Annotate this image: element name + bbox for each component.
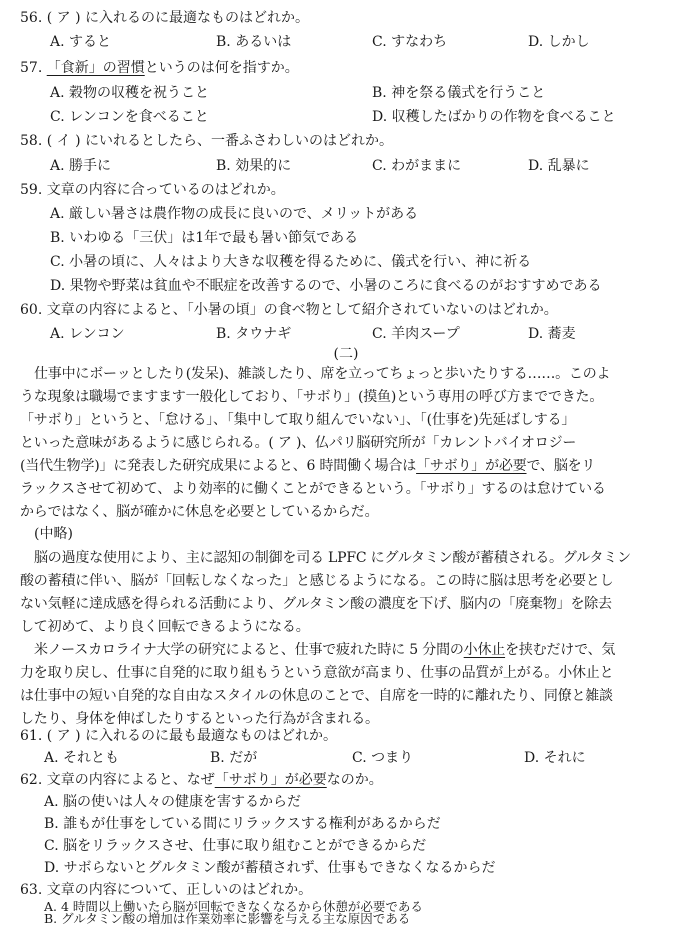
option-59-c: C. 小暑の頃に、人々はより大きな収穫を得るために、儀式を行い、神に祈る <box>50 254 532 270</box>
option-60-d: D. 蕎麦 <box>528 326 576 342</box>
option-59-d: D. 果物や野菜は貧血や不眠症を改善するので、小暑のころに食べるのがおすすめである <box>50 278 602 294</box>
option-63-b: B. グルタミン酸の増加は作業効率に影響を与える主な原因である <box>44 911 411 926</box>
question-62-underlined: 「サボり」が必要 <box>214 772 327 788</box>
passage-line: うな現象は職場でますます一般化しており、「サボり」(摸鱼)という専用の呼び方までできた。 <box>20 389 604 405</box>
question-57 <box>20 58 299 78</box>
option-61-c: C. つまり <box>352 750 414 766</box>
passage-line: 酸の蓄積に伴い、脳が「回転しなくなった」と感じるようになる。この時に脳は思考を必要とし <box>20 573 614 589</box>
passage-line: 仕事中にボーッとしたり(发呆)、雑談したり、席を立ってちょっと歩いたりする……。このよ <box>34 366 611 382</box>
option-57-c: C. レンコンを食べること <box>50 109 209 125</box>
option-61-d: D. それに <box>524 750 586 766</box>
option-62-c: C. 脳をリラックスさせ、仕事に取り組むことができるからだ <box>44 838 427 854</box>
option-58-d: D. 乱暴に <box>528 158 590 174</box>
question-57-number: 57. <box>20 60 47 76</box>
passage-text: (当代生物学)」に発表した研究成果によると、6 時間働く場合は <box>20 458 417 474</box>
option-57-b: B. 神を祭る儀式を行うこと <box>372 85 546 101</box>
question-57-rest: というのは何を指すか。 <box>144 60 299 76</box>
passage-line: 力を取り戻し、仕事に自発的に取り組もうという意欲が高まり、仕事の品質が上がる。小休止と <box>20 665 614 681</box>
passage-text: で、脳をリ <box>526 458 596 474</box>
passage-line: して初めて、より良く回転できるようになる。 <box>20 619 310 635</box>
option-57-a: A. 穀物の収穫を祝うこと <box>50 85 210 101</box>
option-56-c: C. すなわち <box>372 34 448 50</box>
section-heading: (二) <box>333 346 359 362</box>
option-63-a: A. 4 時間以上働いたら脳が回転できなくなるから休憩が必要である <box>44 899 423 914</box>
passage-text: を挟むだけで、気 <box>505 642 616 658</box>
passage-line <box>34 640 682 660</box>
passage-text: 米ノースカロライナ大学の研究によると、仕事で疲れた時に 5 分間の <box>34 642 464 658</box>
question-57-underlined: 「食新」の習慣 <box>46 60 145 76</box>
passage-line: したり、身体を伸ばしたりするといった行為が含まれる。 <box>20 711 379 727</box>
question-58: 58. ( イ ) にいれるとしたら、一番ふさわしいのはどれか。 <box>20 133 393 149</box>
option-57-d: D. 収穫したばかりの作物を食べること <box>372 109 616 125</box>
option-58-c: C. わがままに <box>372 158 462 174</box>
question-60: 60. 文章の内容によると、「小暑の頃」の食べ物として紹介されていないのはどれか。 <box>20 302 558 318</box>
option-56-b: B. あるいは <box>216 34 292 50</box>
option-56-a: A. すると <box>50 34 112 50</box>
passage-line: といった意味があるように感じられる。( ア )、仏パリ脳研究所が「カレントバイオロジー <box>20 435 577 451</box>
option-62-b: B. 誰もが仕事をしている間にリラックスする権利があるからだ <box>44 816 441 832</box>
question-62 <box>20 770 383 790</box>
option-56-d: D. しかし <box>528 34 590 50</box>
question-63: 63. 文章の内容について、正しいのはどれか。 <box>20 882 313 898</box>
question-61: 61. ( ア ) に入れるのに最も最適なものはどれか。 <box>20 728 337 744</box>
option-59-b: B. いわゆる「三伏」は1年で最も暑い節気である <box>50 230 359 246</box>
option-60-a: A. レンコン <box>50 326 125 342</box>
passage-line <box>20 456 682 476</box>
option-60-c: C. 羊肉スープ <box>372 326 460 342</box>
passage-line: からではなく、脳が確かに休息を必要としているからだ。 <box>20 504 379 520</box>
option-62-a: A. 脳の使いは人々の健康を害するからだ <box>44 794 302 810</box>
passage-line: は仕事中の短い自発的な自由なスタイルの休息のことで、自席を一時的に離れたり、同僚と雑談 <box>20 688 613 704</box>
question-62-text: 62. 文章の内容によると、なぜ <box>20 772 215 788</box>
option-59-a: A. 厳しい暑さは農作物の成長に良いので、メリットがある <box>50 206 419 222</box>
passage-underlined-break: 小休止 <box>463 642 506 658</box>
option-62-d: D. サボらないとグルタミン酸が蓄積されず、仕事もできなくなるからだ <box>44 860 496 876</box>
option-58-a: A. 勝手に <box>50 158 112 174</box>
passage-underlined-saboru: 「サボり」が必要 <box>416 458 527 474</box>
question-59: 59. 文章の内容に合っているのはどれか。 <box>20 182 285 198</box>
question-56: 56. ( ア ) に入れるのに最適なものはどれか。 <box>20 10 309 26</box>
passage-line: 「サボり」というと、「怠ける」、「集中して取り組んでいない」、「(仕事を)先延ばしする」 <box>20 412 576 428</box>
option-58-b: B. 効果的に <box>216 158 292 174</box>
option-61-b: B. だが <box>210 750 258 766</box>
passage-line: ラックスさせて初めて、より効率的に働くことができるという。「サボり」するのは怠けている <box>20 481 606 497</box>
passage-line: 脳の過度な使用により、主に認知の制御を司る LPFC にグルタミン酸が蓄積される。グルタミン <box>34 550 631 566</box>
option-61-a: A. それとも <box>44 750 120 766</box>
question-62-rest: なのか。 <box>326 772 383 788</box>
passage-line: ない気軽に達成感を得られる活動により、グルタミン酸の濃度を下げ、脳内の「廃棄物」を除去 <box>20 596 612 612</box>
omission-mark: (中略) <box>34 526 73 542</box>
option-60-b: B. タウナギ <box>216 326 292 342</box>
